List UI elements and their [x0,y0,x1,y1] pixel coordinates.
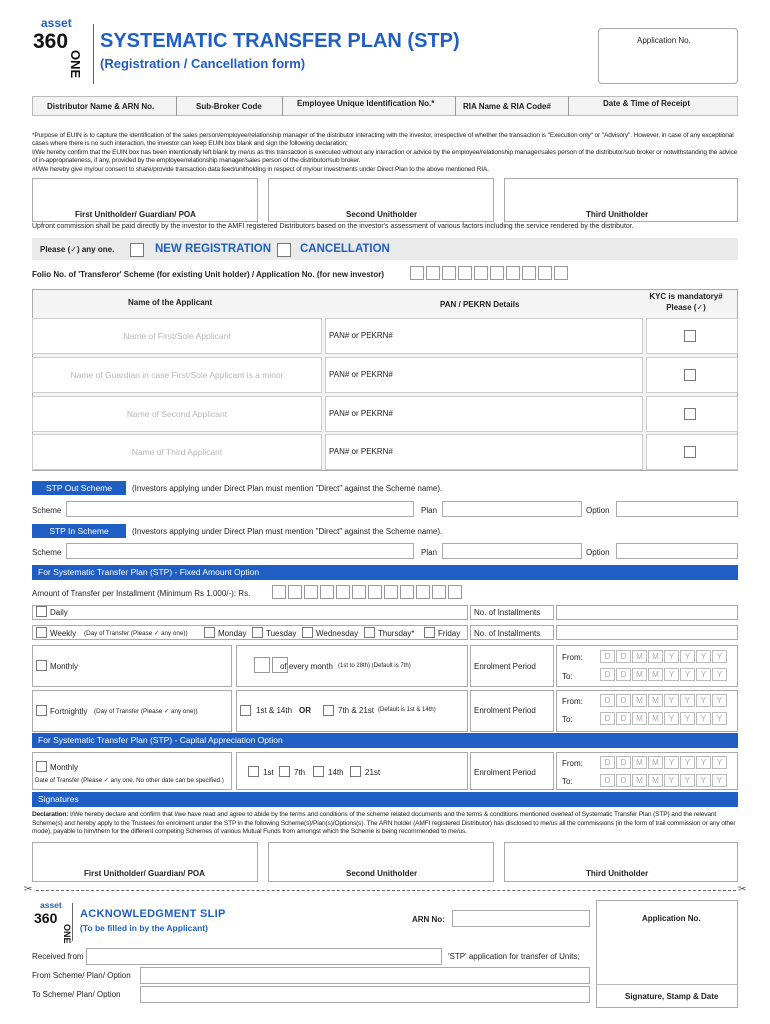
monthly-label: Monthly [50,662,79,671]
enrolment-period-label: Enrolment Period [474,662,536,671]
ack-signature-label: Signature, Stamp & Date [625,992,719,1001]
installments-label: No. of Installments [474,629,541,638]
to-label: To: [562,715,573,724]
scissors-icon: ✂ [738,884,747,895]
first-applicant-placeholder: Name of First/Sole Applicant [123,331,231,341]
every-month-note: (1st to 28th) (Default is 7th) [338,663,411,669]
monthly-from-date[interactable]: D D M M Y Y Y Y [600,650,728,663]
ack-application-divider [596,984,738,985]
page-title: SYSTEMATIC TRANSFER PLAN (STP) [100,30,460,52]
ack-to-scheme-label: To Scheme/ Plan/ Option [32,990,121,999]
ria-label: RIA Name & RIA Code# [463,102,551,111]
logo-one-text: ONE [68,50,83,79]
stp-out-plan-label: Plan [421,506,438,515]
ack-arn-input[interactable] [452,910,590,927]
euin-label: Employee Unique Identification No.* [297,99,435,108]
ack-application-no-label: Application No. [642,914,701,923]
ack-to-scheme-input[interactable] [140,986,590,1003]
capital-date-note: Date of Transfer (Please ✓ any one. No other date can be specified.) [35,777,224,784]
from-label: From: [562,653,583,662]
amount-digit-boxes[interactable] [272,585,464,599]
page-subtitle: (Registration / Cancellation form) [100,56,306,71]
fortnightly-7-21-label: 7th & 21st [338,706,375,715]
second-applicant-placeholder: Name of Second Applicant [126,409,228,419]
please-tick-label: Please (✓) any one. [40,245,115,254]
from-label: From: [562,759,583,768]
stp-in-note: (Investors applying under Direct Plan must mention "Direct" against the Scheme name). [132,527,443,536]
sub-broker-code-label: Sub-Broker Code [196,102,262,111]
applicant-name-col-header: Name of the Applicant [128,298,213,307]
pan-label: PAN# or PEKRN# [329,331,393,340]
daily-label: Daily [50,608,68,617]
stp-in-option-label: Option [586,548,610,557]
ack-logo-one-text: ONE [62,924,72,944]
pan-label: PAN# or PEKRN# [329,370,393,379]
enrolment-period-label: Enrolment Period [474,706,536,715]
capital-14th-checkbox[interactable] [313,766,324,777]
installments-label: No. of Installments [474,608,541,617]
pan-label: PAN# or PEKRN# [329,447,393,456]
wednesday-checkbox[interactable] [302,627,313,638]
second-unitholder-sign-label: Second Unitholder [346,210,418,219]
ack-received-from-input[interactable] [86,948,442,965]
monthly-checkbox[interactable] [36,660,47,671]
ack-logo [34,900,74,944]
ack-logo-divider [72,903,73,941]
weekly-checkbox[interactable] [36,627,47,638]
fortnightly-or-label: OR [299,706,311,715]
declaration-text [32,811,738,837]
ack-from-scheme-label: From Scheme/ Plan/ Option [32,971,131,980]
stp-out-scheme-badge: STP Out Scheme [32,481,126,495]
logo [33,16,93,86]
euin-note-3: #I/We hereby give my/our consent to share/provide transaction data feed/unitholding in respect of my/our investments under Direct Plan to the above mentioned RIA. [32,165,489,173]
stp-in-scheme-label: Scheme [32,548,62,557]
new-registration-label: NEW REGISTRATION [155,243,272,255]
first-unitholder-signature-label: First Unitholder/ Guardian/ POA [84,869,205,878]
stp-out-scheme-input[interactable] [66,501,414,517]
declaration-body: I/We hereby declare and confirm that I/we have read and agree to abide by the terms and conditions of the scheme related documents and the terms & conditions mentioned overleaf of Systematic Transfer Plan (STP) and the relevant Scheme(s) and hereby apply to the Trustees for enrolment under the STP in the following Scheme(s)/Plan(s)/Options(s). The ARN holder (AMFI registered Distributor) has disclosed to me/us all the commissions (in the form of trail commission or any other mode), payable to him/them for the different competing Schemes of various Mutual Funds from amongst which the Scheme is being recommended to me/us. [32,811,736,836]
capital-1st-checkbox[interactable] [248,766,259,777]
stp-in-plan-input[interactable] [442,543,582,559]
kyc-checkbox[interactable] [684,330,696,342]
weekly-installments-input[interactable] [556,625,738,640]
stp-in-scheme-input[interactable] [66,543,414,559]
to-label: To: [562,777,573,786]
enrolment-period-label: Enrolment Period [474,768,536,777]
friday-label: Friday [438,629,461,638]
application-no-label: Application No. [637,36,691,45]
stp-out-option-label: Option [586,506,610,515]
weekly-label: Weekly [50,629,77,638]
fortnightly-to-date[interactable]: D D M M Y Y Y Y [600,712,728,725]
capital-1st-label: 1st [263,768,274,777]
capital-7th-label: 7th [294,768,306,777]
ack-from-scheme-input[interactable] [140,967,590,984]
third-unitholder-signature-label: Third Unitholder [586,869,649,878]
capital-monthly-checkbox[interactable] [36,761,47,772]
tuesday-checkbox[interactable] [252,627,263,638]
monday-label: Monday [218,629,247,638]
euin-notes [32,132,738,174]
folio-label: Folio No. of 'Transferor' Scheme (for existing Unit holder) / Application No. (for new investor) [32,270,384,279]
thursday-label: Thursday* [378,629,415,638]
daily-checkbox[interactable] [36,606,47,617]
third-applicant-placeholder: Name of Third Applicant [131,447,223,457]
cancellation-checkbox[interactable] [277,243,291,257]
fortnightly-checkbox[interactable] [36,705,47,716]
stp-out-note: (Investors applying under Direct Plan must mention "Direct" against the Scheme name). [132,484,443,493]
fortnightly-default-note: (Default is 1st & 14th) [378,707,436,713]
capital-from-date[interactable]: D D M M Y Y Y Y [600,756,728,769]
every-month-label: of every month [280,662,333,671]
cut-line [36,890,736,891]
logo-divider [93,24,94,84]
ack-logo-asset-text: asset [40,900,62,910]
stp-out-option-input[interactable] [616,501,738,517]
capital-appreciation-section-bar: For Systematic Transfer Plan (STP) - Capital Appreciation Option [32,733,738,748]
distributor-divider [568,96,569,116]
stp-out-plan-input[interactable] [442,501,582,517]
kyc-checkbox[interactable] [684,408,696,420]
capital-14th-label: 14th [328,768,344,777]
ack-title: ACKNOWLEDGMENT SLIP [80,908,226,920]
stp-in-option-input[interactable] [616,543,738,559]
cancellation-label: CANCELLATION [300,243,390,255]
euin-note-1: *Purpose of EUIN is to capture the identification of the sales person/employee/relationship manager of the distributor interacting with the investor, irrespective of whether the transaction is "Execution only" or "Advisory". However, in case of any exceptional cases where there is no such interaction, the investor can keep EUIN box blank and sign the following declaration; [32,132,734,148]
distributor-divider [455,96,456,116]
stp-out-scheme-label: Scheme [32,506,62,515]
kyc-col-header: KYC is mandatory# Please (✓) [649,292,723,312]
upfront-commission-note: Upfront commission shall be paid directly by the investor to the AMFI registered Distributors based on the investor's assessment of various factors including the service rendered by the distributor. [32,223,634,230]
capital-21st-checkbox[interactable] [350,766,361,777]
distributor-name-label: Distributor Name & ARN No. [47,102,155,111]
kyc-checkbox[interactable] [684,446,696,458]
capital-to-date[interactable]: D D M M Y Y Y Y [600,774,728,787]
ack-subtitle: (To be filled in by the Applicant) [80,923,208,933]
fortnightly-1-14-checkbox[interactable] [240,705,251,716]
monthly-to-date[interactable]: D D M M Y Y Y Y [600,668,728,681]
to-label: To: [562,672,573,681]
new-registration-checkbox[interactable] [130,243,144,257]
stp-in-scheme-badge: STP In Scheme [32,524,126,538]
capital-monthly-label: Monthly [50,763,79,772]
daily-row-box [32,605,468,620]
daily-installments-input[interactable] [556,605,738,620]
ack-logo-360-text: 360 [34,910,58,926]
distributor-divider [176,96,177,116]
logo-asset-text: asset [41,16,72,30]
third-unitholder-sign-label: Third Unitholder [586,210,649,219]
ack-received-from-label: Received from [32,952,84,961]
ack-arn-label: ARN No: [412,915,445,924]
fortnightly-note: (Day of Transfer (Please ✓ any one)) [94,708,198,715]
logo-360-text: 360 [33,30,69,53]
first-unitholder-sign-label: First Unitholder/ Guardian/ POA [75,210,196,219]
second-unitholder-signature-label: Second Unitholder [346,869,418,878]
date-time-receipt-label: Date & Time of Receipt [603,99,690,108]
friday-checkbox[interactable] [424,627,435,638]
thursday-checkbox[interactable] [364,627,375,638]
amount-per-installment-label: Amount of Transfer per Installment (Minimum Rs 1,000/-): Rs. [32,589,251,598]
signatures-section-bar: Signatures [32,792,738,807]
fortnightly-1-14-label: 1st & 14th [256,706,293,715]
euin-note-2: I/We hereby confirm that the EUIN box has been intentionally left blank by me/us as this transaction is executed without any interaction or advice by the employee/relationship manager/sales person of the distributor/sub broker or notwithstanding the advice of in-appropriateness, if any, provided by the employee/relationship manager/sales person of the distributor/sub broker. [32,148,738,165]
ack-stp-application-label: 'STP' application for transfer of Units; [448,952,580,961]
capital-21st-label: 21st [365,768,381,777]
fortnightly-from-date[interactable]: D D M M Y Y Y Y [600,694,728,707]
kyc-checkbox[interactable] [684,369,696,381]
guardian-placeholder: Name of Guardian in case First/Sole Applicant is a minor [70,370,284,380]
distributor-divider [282,96,283,116]
fortnightly-7-21-checkbox[interactable] [323,705,334,716]
from-label: From: [562,697,583,706]
scissors-icon: ✂ [24,884,33,895]
capital-7th-checkbox[interactable] [279,766,290,777]
fortnightly-label: Fortnightly [50,707,88,716]
pan-label: PAN# or PEKRN# [329,409,393,418]
application-no-box[interactable] [598,28,738,84]
weekly-note: (Day of Transfer (Please ✓ any one)) [84,630,188,637]
monday-checkbox[interactable] [204,627,215,638]
tuesday-label: Tuesday [266,629,297,638]
stp-in-plan-label: Plan [421,548,438,557]
folio-digit-boxes[interactable] [410,266,570,280]
wednesday-label: Wednesday [316,629,359,638]
declaration-label: Declaration: [32,811,69,818]
pan-col-header: PAN / PEKRN Details [440,300,520,309]
fixed-amount-section-bar: For Systematic Transfer Plan (STP) - Fixed Amount Option [32,565,738,580]
